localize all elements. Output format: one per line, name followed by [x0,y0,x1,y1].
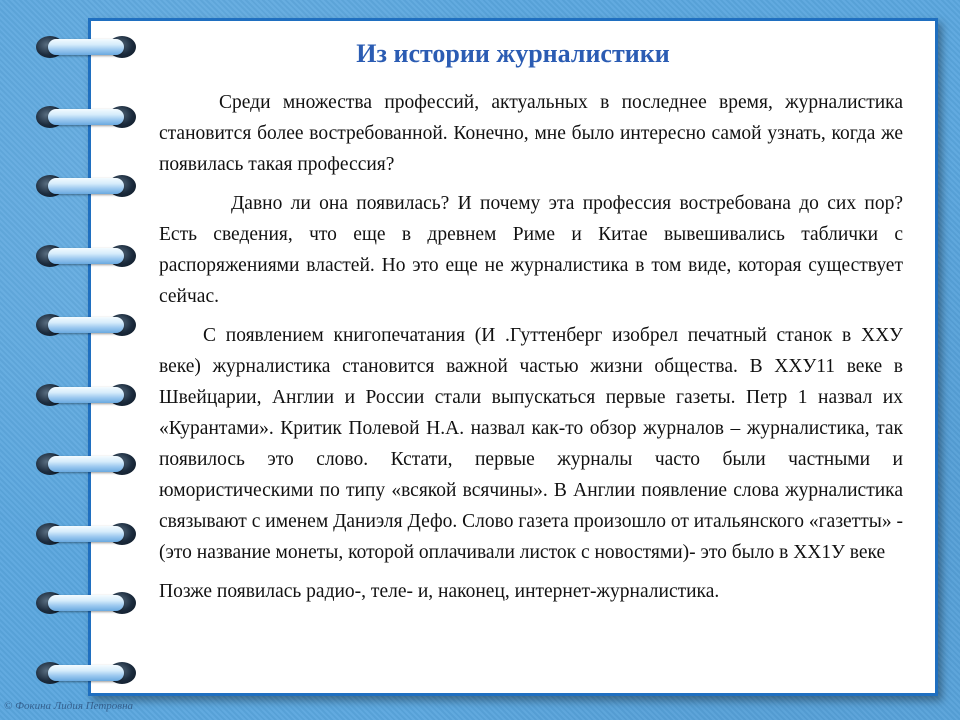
author-watermark: © Фокина Лидия Петровна [4,700,134,712]
binder-ring-icon [36,523,136,545]
paragraph-2: Давно ли она появилась? И почему эта профессия востребована до сих пор? Есть сведения, что еще в древнем Риме и Китае вывешивались таблички с распоряжениями властей. Но это еще не журналистика в том виде, которая существует сейчас. [159,193,903,307]
binder-ring-icon [36,36,136,58]
binder-ring-icon [36,106,136,128]
paragraph-3: С появлением книгопечатания (И .Гуттенберг изобрел печатный станок в ХХУ веке) журналистика становится важной частью жизни общества. В ХХУ11 веке в Швейцарии, Англии и России стали выпускаться первые газеты. Петр 1 назвал их «Курантами». Критик Полевой Н.А. назвал как-то обзор журналов – журналистика, так появилось это слово. Кстати, первые журналы часто были частными и юмористическими по типу «всякой всячины». В Англии появление слова журналистика связывают с именем Даниэля Дефо. Слово газета произошло от итальянского «газетты» - (это название монеты, которой оплачивали листок с новостями)- это было в ХХ1У веке [159,325,903,563]
binder-ring-icon [36,314,136,336]
binder-ring-icon [36,384,136,406]
slide-body [159,87,903,615]
notebook-page [88,18,938,696]
slide-title: Из истории журналистики [356,39,670,68]
paragraph-1: Среди множества профессий, актуальных в последнее время, журналистика становится более востребованной. Конечно, мне было интересно самой узнать, когда же появилась такая профессия? [159,92,903,175]
binder-ring-icon [36,592,136,614]
binder-ring-icon [36,453,136,475]
binder-ring-icon [36,662,136,684]
paragraph-4: Позже появилась радио-, теле- и, наконец, интернет-журналистика. [159,581,720,602]
binder-ring-icon [36,245,136,267]
binder-ring-icon [36,175,136,197]
